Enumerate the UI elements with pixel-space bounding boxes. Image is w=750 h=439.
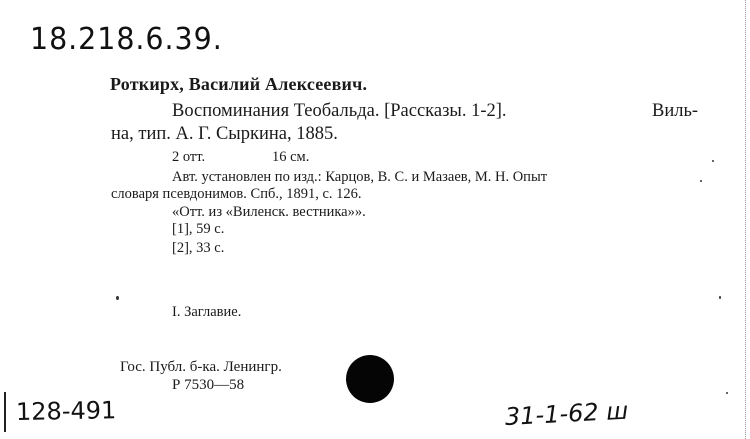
note-author-line-2: словаря псевдонимов. Спб., 1891, с. 126. xyxy=(111,186,362,202)
collation-parts: 2 отт. xyxy=(172,149,206,165)
library-code: Р 7530—58 xyxy=(172,377,245,393)
note-author-line-1: Авт. установлен по изд.: Карцов, В. С. и Мазаев, М. Н. Опыт xyxy=(172,169,548,185)
ink-speck xyxy=(719,296,721,299)
collation-size: 16 см. xyxy=(272,149,310,165)
margin-rule xyxy=(4,392,10,432)
ink-speck xyxy=(726,392,728,394)
library-name: Гос. Публ. б-ка. Ленингр. xyxy=(120,359,282,375)
part-2: [2], 33 с. xyxy=(172,240,225,256)
title-line-1: Воспоминания Теобальда. [Рассказы. 1-2]. xyxy=(172,101,507,121)
library-stamp-dot xyxy=(346,355,394,403)
ink-speck xyxy=(700,180,702,182)
author-heading: Роткирх, Василий Алексеевич. xyxy=(110,74,368,94)
note-offprint: «Отт. из «Виленск. вестника»». xyxy=(172,204,366,220)
shelfmark: 18.218.6.39. xyxy=(30,22,223,57)
inventory-number-left: 128-491 xyxy=(15,396,117,426)
ink-speck xyxy=(116,296,119,300)
inventory-number-right: 31-1-62 ш xyxy=(504,396,629,431)
title-line-1-place: Виль- xyxy=(652,101,699,121)
card-edge xyxy=(745,0,746,439)
subject-entry: I. Заглавие. xyxy=(172,304,242,320)
title-line-2: на, тип. А. Г. Сыркина, 1885. xyxy=(111,124,338,144)
part-1: [1], 59 с. xyxy=(172,221,225,237)
ink-speck xyxy=(712,160,714,162)
